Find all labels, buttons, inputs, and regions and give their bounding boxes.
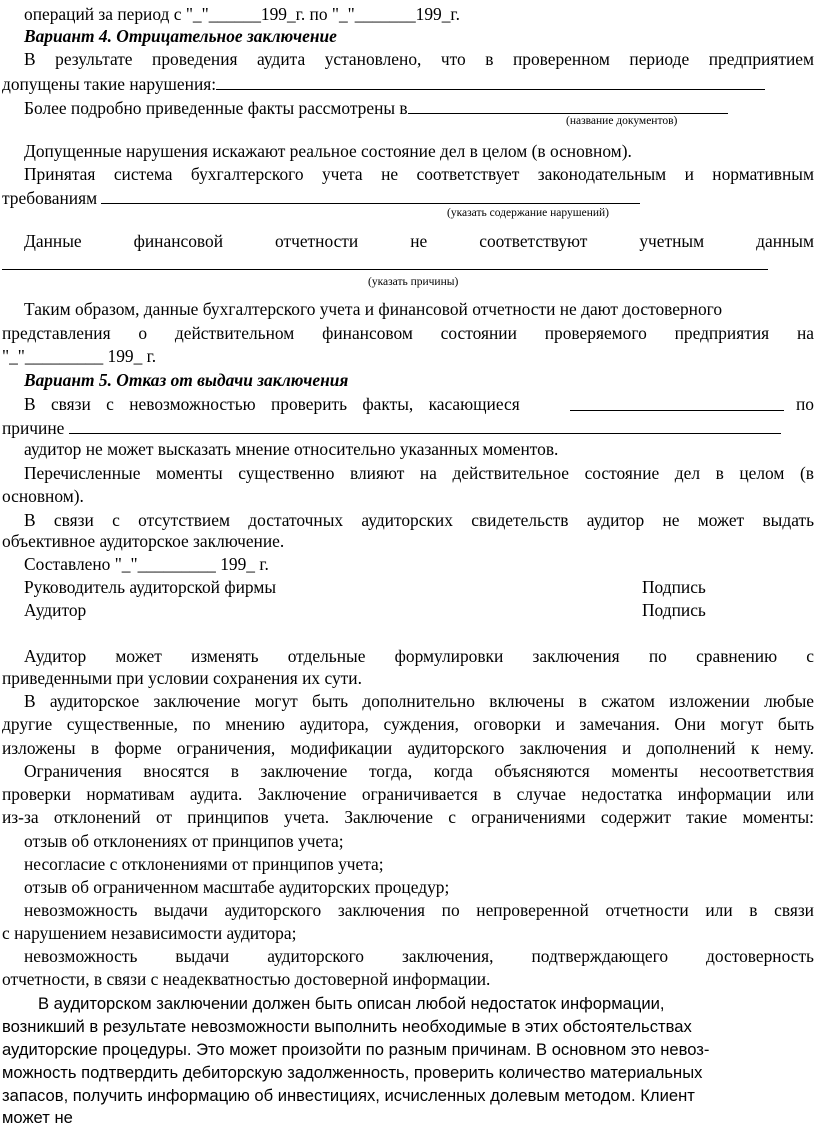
auditor-signature-line (0, 599, 816, 622)
documents-line (0, 96, 816, 120)
auditor-signature-label: Подпись (642, 600, 706, 620)
facts-suffix: по (795, 394, 814, 414)
paragraph-line: аудитор не может высказать мнение относительно указанных моментов. (24, 439, 559, 459)
paragraph-line: из-за отклонений от принципов учета. Заключение с ограничениями содержит такие моменты: (2, 807, 814, 827)
paragraph-line: можность подтвердить дебиторскую задолженность, проверить количество материальных (2, 1063, 703, 1082)
list-item: невозможность выдачи аудиторского заключения по непроверенной отчетности или в связи (24, 900, 814, 920)
variant-4-heading: Вариант 4. Отрицательное заключение (24, 26, 337, 46)
paragraph-line: В аудиторское заключение могут быть дополнительно включены в сжатом изложении любые (24, 691, 814, 711)
paragraph-line: другие существенные, по мнению аудитора, суждения, оговорки и замечания. Они могут быть (2, 714, 814, 734)
caption-document-names: (название документов) (566, 115, 678, 127)
facts-blank (570, 393, 784, 411)
violations-label: допущены такие нарушения: (2, 74, 217, 94)
reason-line (0, 416, 816, 440)
reason-blank (69, 416, 781, 434)
compiled-date-line: Составлено "_"_________ 199_ г. (24, 554, 269, 574)
period-line (0, 3, 816, 26)
reasons-blank-line (2, 252, 816, 276)
paragraph-line: возникший в результате невозможности выполнить необходимые в этих обстоятельствах (2, 1017, 692, 1036)
paragraph-line: представления о действительном финансовом состоянии проверяемого предприятия на (2, 323, 814, 343)
reasons-blank (2, 252, 768, 270)
facts-line (24, 393, 814, 416)
caption-violations-content: (указать содержание нарушений) (447, 207, 610, 219)
paragraph-line: В результате проведения аудита установлено, что в проверенном периоде предприятием (24, 49, 814, 69)
list-item: отзыв об ограниченном масштабе аудиторских процедур; (24, 877, 450, 897)
auditor-label: Аудитор (24, 600, 87, 620)
paragraph-line: Допущенные нарушения искажают реальное состояние дел в целом (в основном). (24, 141, 632, 161)
date-line: "_"_________ 199_ г. (2, 346, 157, 366)
documents-label: Более подробно приведенные факты рассмотрены в (24, 98, 408, 118)
violations-line (0, 72, 816, 96)
paragraph-line: может не (2, 1108, 73, 1127)
list-item: несогласие с отклонениями от принципов учета; (24, 854, 384, 874)
head-label: Руководитель аудиторской фирмы (24, 577, 277, 597)
violations-blank (216, 72, 765, 90)
paragraph-line: В аудиторском заключении должен быть описан любой недостаток информации, (38, 994, 665, 1013)
paragraph-line: изложены в форме ограничения, модификации аудиторского заключения и дополнений к нему. (2, 738, 814, 758)
caption-reasons: (указать причины) (368, 276, 459, 288)
list-item-continuation: отчетности, в связи с неадекватностью достоверной информации. (2, 969, 491, 989)
paragraph-line: Ограничения вносятся в заключение тогда, когда объясняются моменты несоответствия (24, 761, 814, 781)
list-item: невозможность выдачи аудиторского заключения, подтверждающего достоверность (24, 946, 814, 966)
paragraph-line: объективное аудиторское заключение. (2, 531, 285, 551)
paragraph-line: Аудитор может изменять отдельные формулировки заключения по сравнению с (24, 646, 814, 666)
head-signature-label: Подпись (642, 577, 706, 597)
documents-blank (408, 96, 728, 114)
facts-label: В связи с невозможностью проверить факты, касающиеся (24, 394, 520, 414)
requirements-label: требованиям (2, 188, 98, 208)
paragraph-line: проверки нормативам аудита. Заключение ограничивается в случае недостатка информации или (2, 784, 814, 804)
paragraph-line: Данные финансовой отчетности не соответствуют учетным данным (24, 231, 814, 251)
requirements-line (0, 186, 816, 210)
head-signature-line (0, 576, 816, 599)
variant-5-heading: Вариант 5. Отказ от выдачи заключения (24, 370, 349, 390)
paragraph-line: аудиторские процедуры. Это может произойти по разным причинам. В основном это невоз- (2, 1040, 710, 1059)
paragraph-line: приведенными при условии сохранения их сути. (2, 668, 362, 688)
requirements-blank (101, 186, 640, 204)
period-text: операций за период с "_"______199_г. по "_"_______199_г. (24, 4, 460, 24)
paragraph-line: запасов, получить информацию об инвестициях, исчисленных долевым методом. Клиент (2, 1086, 695, 1105)
list-item-continuation: с нарушением независимости аудитора; (2, 923, 297, 943)
list-item: отзыв об отклонениях от принципов учета; (24, 831, 344, 851)
paragraph-line: Таким образом, данные бухгалтерского учета и финансовой отчетности не дают достоверного (24, 299, 723, 319)
reason-label: причине (2, 418, 65, 438)
paragraph-line: основном). (2, 486, 84, 506)
paragraph-line: В связи с отсутствием достаточных аудиторских свидетельств аудитор не может выдать (24, 510, 814, 530)
paragraph-line: Перечисленные моменты существенно влияют на действительное состояние дел в целом (в (24, 463, 814, 483)
paragraph-line: Принятая система бухгалтерского учета не соответствует законодательным и нормативным (24, 164, 814, 184)
